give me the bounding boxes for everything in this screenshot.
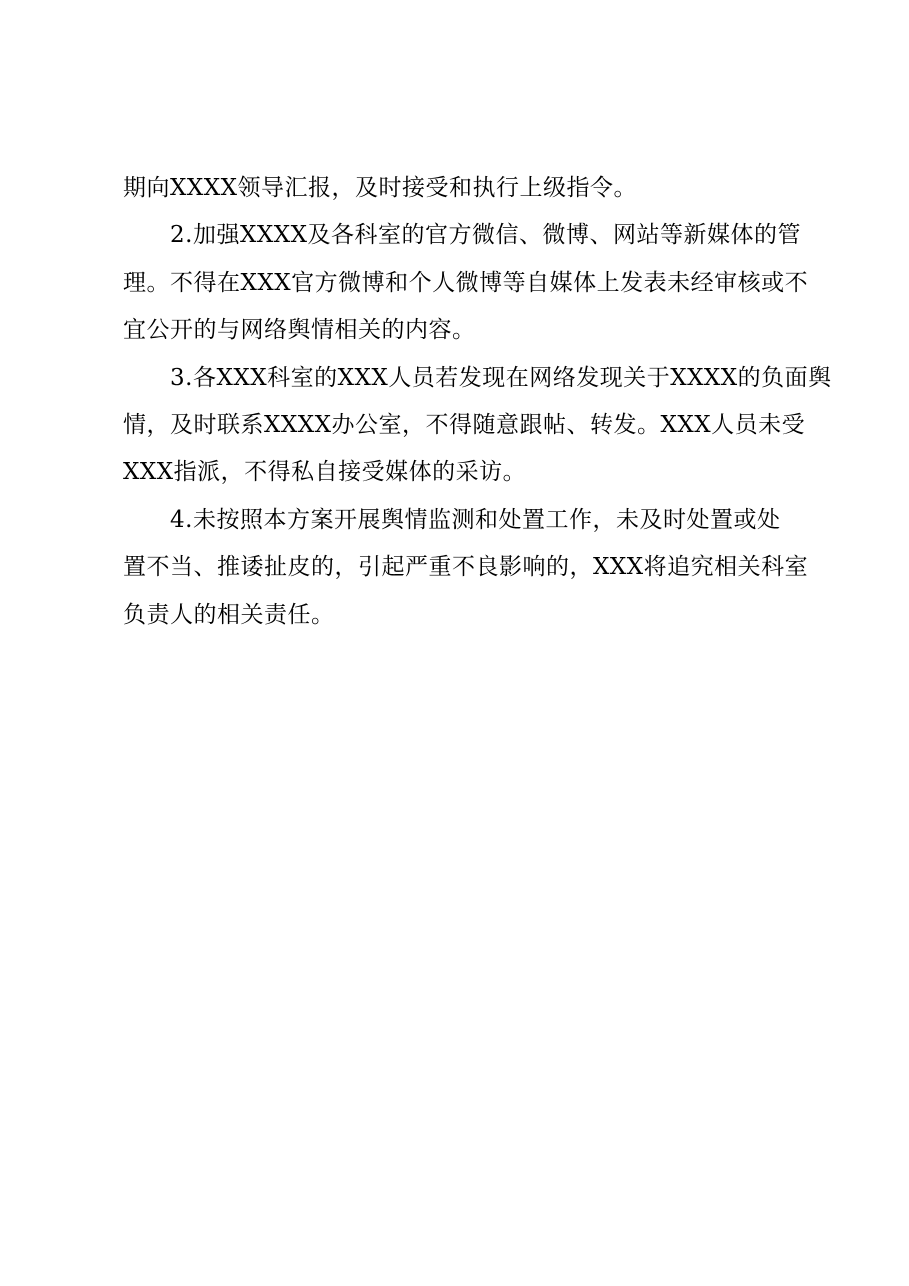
text-line: 理。不得在XXX官方微博和个人微博等自媒体上发表未经审核或不	[123, 269, 809, 296]
text-line: 置不当、推诿扯皮的，引起严重不良影响的，XXX将追究相关科室	[123, 554, 809, 581]
text-line: 负责人的相关责任。	[123, 601, 335, 628]
paragraph-item-2	[123, 212, 823, 354]
document-body	[123, 165, 832, 639]
text-line: XXX指派，不得私自接受媒体的采访。	[123, 459, 527, 486]
text-line: 期向XXXX领导汇报，及时接受和执行上级指令。	[123, 175, 637, 201]
paragraph-continuation	[123, 165, 823, 212]
text-line: 宜公开的与网络舆情相关的内容。	[123, 317, 476, 344]
text-line: 3.各XXX科室的XXX人员若发现在网络发现关于XXXX的负面舆	[170, 364, 832, 391]
paragraph-item-4	[123, 497, 823, 639]
text-line: 2.加强XXXX及各科室的官方微信、微博、网站等新媒体的管	[170, 222, 801, 249]
text-line: 情，及时联系XXXX办公室，不得随意跟帖、转发。XXX人员未受	[123, 412, 806, 439]
text-line: 4.未按照本方案开展舆情监测和处置工作，未及时处置或处	[170, 506, 781, 533]
paragraph-item-3	[123, 355, 832, 497]
